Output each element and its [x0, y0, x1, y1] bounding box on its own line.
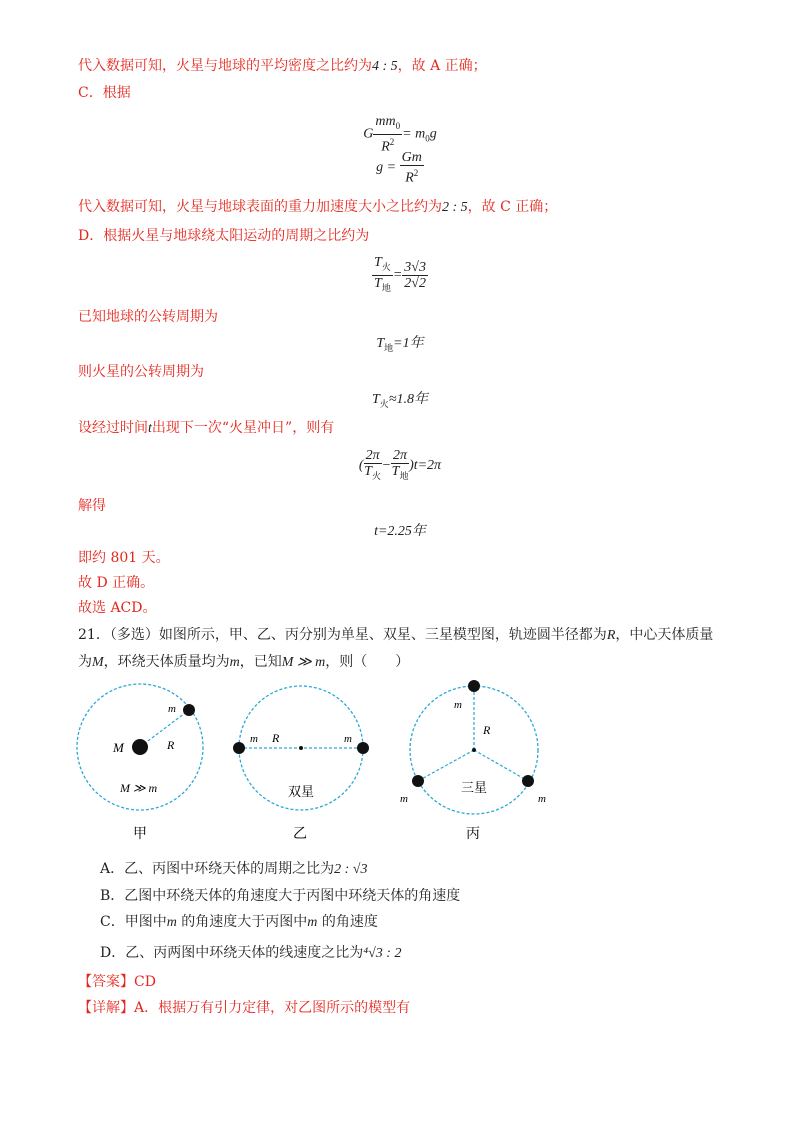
yi-label: 双星: [288, 784, 315, 799]
bing-m-top: m: [454, 699, 462, 711]
option-d-intro: D．根据火星与地球绕太阳运动的周期之比约为: [78, 228, 370, 244]
option-b: B．乙图中环绕天体的角速度大于丙图中环绕天体的角速度: [100, 888, 461, 904]
equation-result: t=2.25年: [374, 524, 426, 539]
question-21-line1: 21．（多选）如图所示，甲、乙、丙分别为单星、双星、三星模型图，轨迹圆半径都为R，中心天体质量: [78, 627, 714, 643]
jia-condition: M ≫ m: [120, 781, 158, 795]
days-line: 即约 801 天。: [78, 550, 170, 566]
question-21-line2: 为M，环绕天体质量均为m，已知M ≫ m，则（ ）: [78, 654, 410, 670]
option-a: A．乙、丙图中环绕天体的周期之比为2 : √3: [100, 861, 368, 877]
yi-R-label: R: [272, 731, 280, 745]
d-correct-line: 故 D 正确。: [78, 575, 155, 591]
star-model-figure: [0, 676, 800, 856]
jia-m-label: m: [168, 703, 176, 715]
bing-m-left: m: [400, 793, 408, 805]
mars-period-intro: 则火星的公转周期为: [78, 364, 204, 380]
equation-gravity-1: G $\frac{mm_0}{R^2}$ = $m_0g$: [363, 114, 437, 155]
equation-mars-period: $T_火\approx 1.8$年: [372, 392, 428, 409]
yi-m-left: m: [250, 733, 258, 745]
density-ratio-line: 代入数据可知，火星与地球的平均密度之比约为4 : 5，故 A 正确；: [78, 58, 487, 74]
option-c: C．甲图中m 的角速度大于丙图中m 的角速度: [100, 914, 378, 930]
equation-period-ratio: $\frac{T_火}{T_地}$ = $\frac{3√3}{2√2}$: [374, 255, 426, 293]
bing-m-right: m: [538, 793, 546, 805]
caption-jia: 甲: [133, 827, 147, 842]
jia-R-label: R: [167, 738, 175, 752]
earth-period-intro: 已知地球的公转周期为: [78, 309, 218, 325]
figure-jia: [77, 684, 203, 842]
bing-label: 三星: [461, 780, 488, 795]
detail-line: 【详解】A．根据万有引力定律，对乙图所示的模型有: [78, 1000, 411, 1016]
option-d: D．乙、丙两图中环绕天体的线速度之比为⁴√3 : 2: [100, 945, 402, 961]
option-c-intro: C．根据: [78, 85, 131, 101]
solve-label: 解得: [78, 498, 106, 514]
figure-yi: [233, 686, 369, 842]
answer-line: 【答案】CD: [78, 974, 156, 990]
answer-summary-line: 故选 ACD。: [78, 600, 157, 616]
yi-m-right: m: [344, 733, 352, 745]
jia-M-label: M: [113, 740, 124, 755]
bing-R-label: R: [483, 723, 491, 737]
caption-yi: 乙: [293, 827, 307, 842]
equation-earth-period: $T_地=1$年: [376, 336, 424, 353]
gravity-ratio-line: 代入数据可知，火星与地球表面的重力加速度大小之比约为2 : 5，故 C 正确；: [78, 199, 558, 215]
figure-bing: [400, 680, 546, 842]
equation-opposition: ( $\frac{2\pi}{T_火}$ − $\frac{2\pi}{T_地}$ )t=2π: [358, 448, 442, 481]
equation-gravity-2: g = $\frac{Gm}{R^2}$: [376, 150, 422, 186]
opposition-intro: 设经过时间t出现下一次“火星冲日”，则有: [78, 420, 335, 436]
caption-bing: 丙: [466, 827, 480, 842]
